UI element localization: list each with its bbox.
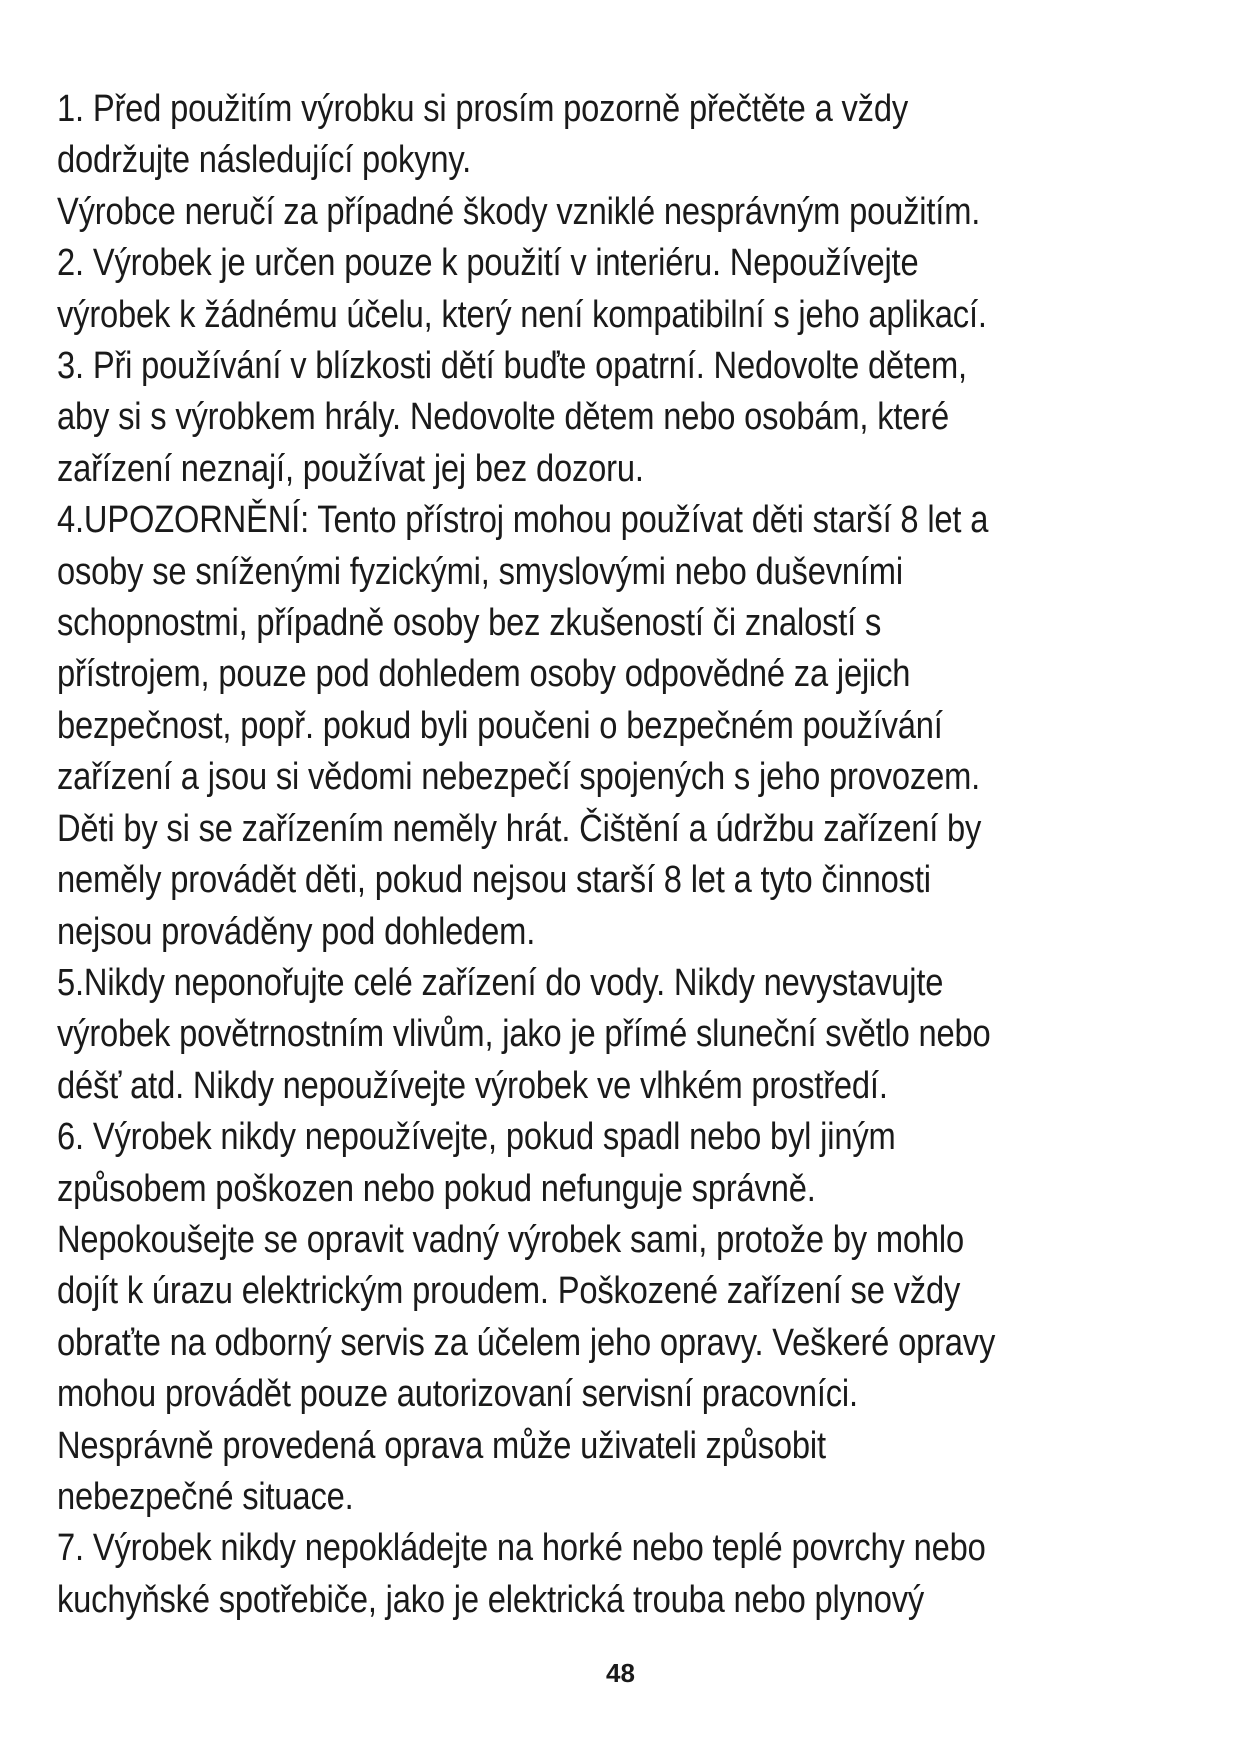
page-number: 48 [606,1658,635,1688]
text-line: kuchyňské spotřebiče, jako je elektrická trouba nebo plynový [57,1578,925,1621]
text-line: osoby se sníženými fyzickými, smyslovými nebo duševními [57,550,903,593]
text-line: výrobek povětrnostním vlivům, jako je přímé sluneční světlo nebo [57,1013,991,1056]
text-line: neměly provádět děti, pokud nejsou starší 8 let a tyto činnosti [57,859,931,902]
text-line: schopnostmi, případně osoby bez zkušeností či znalostí s [57,602,882,645]
text-line: 3. Při používání v blízkosti dětí buďte opatrní. Nedovolte dětem, [57,345,967,388]
text-line: způsobem poškozen nebo pokud nefunguje správně. [57,1167,816,1210]
text-line: 7. Výrobek nikdy nepokládejte na horké nebo teplé povrchy nebo [57,1527,986,1570]
text-line: 1. Před použitím výrobku si prosím pozorně přečtěte a vždy [57,88,908,130]
text-line: aby si s výrobkem hrály. Nedovolte dětem nebo osobám, které [57,396,950,439]
text-line: výrobek k žádnému účelu, který není kompatibilní s jeho aplikací. [57,293,987,336]
text-line: Děti by si se zařízením neměly hrát. Čištění a údržbu zařízení by [57,807,982,850]
text-line: bezpečnost, popř. pokud byli poučeni o bezpečném používání [57,704,943,747]
text-line: Nepokoušejte se opravit vadný výrobek sami, protože by mohlo [57,1218,965,1261]
text-line: dodržujte následující pokyny. [57,139,472,182]
text-line: nebezpečné situace. [57,1475,354,1518]
text-line: přístrojem, pouze pod dohledem osoby odpovědné za jejich [57,653,911,696]
text-line: déšť atd. Nikdy nepoužívejte výrobek ve vlhkém prostředí. [57,1064,888,1107]
text-line: mohou provádět pouze autorizovaní servisní pracovníci. [57,1373,858,1416]
instructions-text-block [57,84,1207,1626]
text-line: Výrobce neručí za případné škody vzniklé nesprávným použitím. [57,190,981,233]
text-line: zařízení neznají, používat jej bez dozoru. [57,447,644,490]
text-line: 5.Nikdy neponořujte celé zařízení do vody. Nikdy nevystavujte [57,961,944,1004]
text-line: 4.UPOZORNĚNÍ: Tento přístroj mohou používat děti starší 8 let a [57,499,989,542]
text-line: dojít k úrazu elektrickým proudem. Poškozené zařízení se vždy [57,1270,961,1313]
text-line: 2. Výrobek je určen pouze k použití v interiéru. Nepoužívejte [57,242,919,285]
text-line: obraťte na odborný servis za účelem jeho opravy. Veškeré opravy [57,1321,996,1364]
text-line: 6. Výrobek nikdy nepoužívejte, pokud spadl nebo byl jiným [57,1116,896,1159]
text-line: Nesprávně provedená oprava může uživateli způsobit [57,1424,826,1467]
text-line: nejsou prováděny pod dohledem. [57,910,536,953]
text-line: zařízení a jsou si vědomi nebezpečí spojených s jeho provozem. [57,756,981,799]
